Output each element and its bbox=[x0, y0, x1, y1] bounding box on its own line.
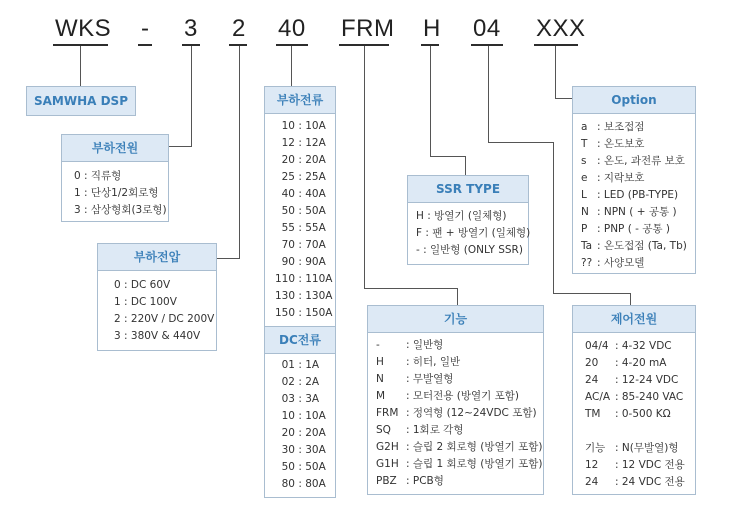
item-value: 1A bbox=[305, 359, 320, 371]
item-key: 20 bbox=[281, 154, 295, 166]
item-key: 90 bbox=[281, 256, 295, 268]
list-item bbox=[581, 136, 693, 153]
list-item bbox=[581, 255, 693, 272]
code-segment-function: FRM bbox=[341, 15, 395, 42]
list-item bbox=[265, 459, 335, 476]
item-value: : 4-32 VDC bbox=[615, 340, 672, 352]
function-box bbox=[367, 305, 544, 495]
item-value: 50A bbox=[305, 461, 326, 473]
connector-load-current bbox=[291, 46, 292, 86]
item-value: : N(무발열)형 bbox=[615, 442, 679, 454]
load-current-box bbox=[264, 86, 336, 498]
load-power-box bbox=[61, 134, 169, 222]
item-key: 01 bbox=[281, 359, 295, 371]
control-power-list bbox=[585, 338, 693, 491]
item-value: : PCB형 bbox=[406, 475, 444, 487]
item-value: : LED (PB-TYPE) bbox=[597, 189, 679, 201]
load-current-title: 부하전류 bbox=[265, 87, 335, 114]
list-item bbox=[265, 357, 335, 374]
item-key: Ta bbox=[581, 240, 593, 252]
dc-current-title: DC전류 bbox=[265, 326, 335, 354]
list-item: - : 일반형 (ONLY SSR) bbox=[416, 244, 523, 256]
code-segment-load-voltage: 2 bbox=[232, 15, 246, 42]
item-key: 80 bbox=[281, 478, 295, 490]
item-separator: : bbox=[295, 410, 306, 422]
list-item bbox=[376, 473, 541, 490]
connector-function-v2 bbox=[457, 288, 458, 305]
list-item bbox=[265, 442, 335, 459]
list-item bbox=[376, 405, 541, 422]
item-value: 25A bbox=[305, 171, 326, 183]
item-key: 50 bbox=[281, 461, 295, 473]
item-separator: : bbox=[295, 120, 306, 132]
item-separator: : bbox=[295, 222, 306, 234]
item-value: 20A bbox=[305, 154, 326, 166]
list-item bbox=[581, 204, 693, 221]
item-value: : 12 VDC 전용 bbox=[615, 459, 685, 471]
item-key: 10 bbox=[281, 120, 295, 132]
list-item bbox=[581, 119, 693, 136]
item-value: : 24 VDC 전용 bbox=[615, 476, 685, 488]
item-separator: : bbox=[295, 393, 306, 405]
item-separator: : bbox=[295, 205, 306, 217]
connector-function-h bbox=[364, 288, 458, 289]
list-item bbox=[265, 118, 335, 135]
list-item bbox=[585, 355, 693, 372]
item-value: : NPN ( + 공통 ) bbox=[597, 206, 677, 218]
item-key: T bbox=[581, 138, 588, 150]
item-value: : 85-240 VAC bbox=[615, 391, 684, 403]
list-item bbox=[585, 372, 693, 389]
item-key: 25 bbox=[281, 171, 295, 183]
list-item bbox=[581, 153, 693, 170]
item-value: : 4-20 mA bbox=[615, 357, 667, 369]
list-item: 3 : 삼상형회(3로형) bbox=[74, 204, 167, 216]
list-item bbox=[581, 187, 693, 204]
item-key: 24 bbox=[585, 374, 599, 386]
connector-load-voltage-v bbox=[239, 46, 240, 258]
item-key: SQ bbox=[376, 424, 391, 436]
list-item bbox=[585, 440, 693, 457]
item-key: 50 bbox=[281, 205, 295, 217]
list-item bbox=[376, 456, 541, 473]
item-value: : 모터전용 (방열기 포함) bbox=[406, 390, 520, 402]
item-key: e bbox=[581, 172, 588, 184]
connector-control-power-v2 bbox=[553, 142, 554, 293]
list-item bbox=[585, 457, 693, 474]
item-separator: : bbox=[295, 359, 306, 371]
list-item bbox=[581, 238, 693, 255]
code-segment-dash: - bbox=[141, 15, 150, 42]
list-item bbox=[585, 338, 693, 355]
item-value: : 12-24 VDC bbox=[615, 374, 679, 386]
item-key: 110 bbox=[274, 273, 295, 285]
item-key: P bbox=[581, 223, 588, 235]
item-key: PBZ bbox=[376, 475, 397, 487]
option-list bbox=[581, 119, 693, 272]
item-value: 2A bbox=[305, 376, 320, 388]
list-item: H : 방열기 (일체형) bbox=[416, 210, 507, 222]
item-key: 20 bbox=[585, 357, 599, 369]
item-key: 70 bbox=[281, 239, 295, 251]
list-item bbox=[376, 337, 541, 354]
item-value: 10A bbox=[305, 120, 326, 132]
item-value: 50A bbox=[305, 205, 326, 217]
underline-load-voltage bbox=[229, 44, 247, 46]
item-key: 04/4 bbox=[585, 340, 609, 352]
code-segment-load-current: 40 bbox=[278, 15, 306, 42]
connector-function-v1 bbox=[364, 46, 365, 288]
item-key: 30 bbox=[281, 444, 295, 456]
list-item bbox=[265, 305, 335, 322]
list-item bbox=[265, 152, 335, 169]
option-box bbox=[572, 86, 696, 274]
list-item bbox=[581, 221, 693, 238]
item-value: : PNP ( - 공통 ) bbox=[597, 223, 671, 235]
connector-ssr-type-h bbox=[430, 156, 466, 157]
code-segment-ssr-type: H bbox=[423, 15, 441, 42]
connector-load-power-h bbox=[168, 146, 192, 147]
list-item bbox=[585, 474, 693, 491]
load-voltage-title: 부하전압 bbox=[98, 244, 216, 271]
item-value: : 사양모델 bbox=[597, 257, 645, 269]
list-item: 0 : 직류형 bbox=[74, 170, 122, 182]
list-item bbox=[376, 354, 541, 371]
item-separator: : bbox=[295, 444, 306, 456]
list-item bbox=[265, 220, 335, 237]
item-separator: : bbox=[295, 461, 306, 473]
item-key: 20 bbox=[281, 427, 295, 439]
load-voltage-box bbox=[97, 243, 217, 351]
item-value: : 일반형 bbox=[406, 339, 444, 351]
item-key: s bbox=[581, 155, 587, 167]
item-value: 30A bbox=[305, 444, 326, 456]
item-value: : 온도접점 (Ta, Tb) bbox=[597, 240, 687, 252]
underline-control-power bbox=[471, 44, 503, 46]
item-value: 10A bbox=[305, 410, 326, 422]
connector-control-power-h2 bbox=[553, 293, 631, 294]
connector-option-h bbox=[555, 98, 573, 99]
item-value: : 슬립 2 회로형 (방열기 포함) bbox=[406, 441, 543, 453]
list-item bbox=[265, 374, 335, 391]
code-segment-control-power: 04 bbox=[473, 15, 501, 42]
item-separator: : bbox=[295, 137, 306, 149]
option-title: Option bbox=[573, 87, 695, 114]
list-item bbox=[265, 203, 335, 220]
item-key: L bbox=[581, 189, 587, 201]
item-value: 150A bbox=[305, 307, 333, 319]
item-value: 12A bbox=[305, 137, 326, 149]
item-key: 130 bbox=[274, 290, 295, 302]
item-key: 55 bbox=[281, 222, 295, 234]
item-key: N bbox=[376, 373, 384, 385]
code-segment-load-power: 3 bbox=[184, 15, 198, 42]
connector-control-power-h bbox=[488, 142, 554, 143]
connector-ssr-type-v1 bbox=[430, 46, 431, 156]
list-item bbox=[585, 423, 693, 440]
item-key: N bbox=[581, 206, 589, 218]
list-item bbox=[265, 408, 335, 425]
item-key: 150 bbox=[274, 307, 295, 319]
item-separator: : bbox=[295, 427, 306, 439]
ssr-type-box bbox=[407, 175, 529, 265]
load-power-title: 부하전원 bbox=[62, 135, 168, 162]
item-separator: : bbox=[295, 290, 306, 302]
list-item bbox=[376, 439, 541, 456]
list-item: 0 : DC 60V bbox=[114, 279, 171, 291]
item-key: M bbox=[376, 390, 386, 402]
list-item bbox=[376, 371, 541, 388]
item-value: : 지락보호 bbox=[597, 172, 645, 184]
item-key: a bbox=[581, 121, 588, 133]
list-item: 1 : DC 100V bbox=[114, 296, 177, 308]
item-key: 10 bbox=[281, 410, 295, 422]
list-item bbox=[265, 237, 335, 254]
item-value: : 보조접점 bbox=[597, 121, 645, 133]
connector-control-power-v1 bbox=[488, 46, 489, 142]
item-separator: : bbox=[295, 154, 306, 166]
load-power-list bbox=[74, 168, 166, 219]
item-value: : 1회로 각형 bbox=[406, 424, 464, 436]
list-item bbox=[265, 254, 335, 271]
list-item bbox=[265, 186, 335, 203]
item-value: : 무발열형 bbox=[406, 373, 454, 385]
ssr-type-list bbox=[416, 208, 531, 259]
dc-current-list bbox=[265, 357, 335, 493]
connector-option-v bbox=[555, 46, 556, 99]
list-item: 2 : 220V / DC 200V bbox=[114, 313, 215, 325]
control-power-box bbox=[572, 305, 696, 495]
item-key: ?? bbox=[581, 257, 593, 269]
list-item bbox=[265, 169, 335, 186]
item-key: - bbox=[376, 339, 380, 351]
item-value: 130A bbox=[305, 290, 333, 302]
item-key: 24 bbox=[585, 476, 599, 488]
item-value: 80A bbox=[305, 478, 326, 490]
function-list bbox=[376, 337, 541, 490]
item-separator: : bbox=[295, 171, 306, 183]
item-separator: : bbox=[295, 376, 306, 388]
item-key: 기능 bbox=[585, 442, 606, 454]
list-item: 1 : 단상1/2회로형 bbox=[74, 187, 159, 199]
list-item: F : 팬 + 방열기 (일체형) bbox=[416, 227, 531, 239]
item-value: : 온도, 과전류 보호 bbox=[597, 155, 685, 167]
item-value: 110A bbox=[305, 273, 333, 285]
load-voltage-list bbox=[114, 277, 214, 345]
item-key: TM bbox=[585, 408, 601, 420]
underline-dash bbox=[138, 44, 152, 46]
item-key: 12 bbox=[281, 137, 295, 149]
item-key: H bbox=[376, 356, 384, 368]
load-current-list bbox=[265, 118, 335, 322]
connector-load-voltage-h bbox=[215, 258, 240, 259]
item-key: 12 bbox=[585, 459, 599, 471]
control-power-title: 제어전원 bbox=[573, 306, 695, 333]
underline-option bbox=[534, 44, 578, 46]
connector-control-power-v3 bbox=[630, 293, 631, 305]
list-item: 3 : 380V & 440V bbox=[114, 330, 201, 342]
item-key: FRM bbox=[376, 407, 399, 419]
list-item bbox=[376, 422, 541, 439]
list-item bbox=[585, 406, 693, 423]
item-separator: : bbox=[295, 307, 306, 319]
item-key: G2H bbox=[376, 441, 399, 453]
underline-load-current bbox=[276, 44, 308, 46]
item-value: 40A bbox=[305, 188, 326, 200]
list-item bbox=[265, 391, 335, 408]
item-separator: : bbox=[295, 273, 306, 285]
ssr-type-title: SSR TYPE bbox=[408, 176, 528, 203]
item-value: 3A bbox=[305, 393, 320, 405]
item-separator: : bbox=[295, 256, 306, 268]
code-segment-wks: WKS bbox=[55, 15, 112, 42]
list-item bbox=[265, 425, 335, 442]
item-separator: : bbox=[295, 478, 306, 490]
list-item bbox=[265, 135, 335, 152]
item-key: AC/A bbox=[585, 391, 611, 403]
item-key: 02 bbox=[281, 376, 295, 388]
item-key: 03 bbox=[281, 393, 295, 405]
item-value: 55A bbox=[305, 222, 326, 234]
function-title: 기능 bbox=[368, 306, 543, 333]
item-value: 70A bbox=[305, 239, 326, 251]
item-separator: : bbox=[295, 239, 306, 251]
list-item bbox=[581, 170, 693, 187]
connector-load-power-v bbox=[191, 46, 192, 146]
code-segment-option: XXX bbox=[536, 15, 586, 42]
item-value: 20A bbox=[305, 427, 326, 439]
item-value: : 0-500 KΩ bbox=[615, 408, 671, 420]
list-item bbox=[265, 288, 335, 305]
connector-ssr-type-v2 bbox=[465, 156, 466, 175]
item-key: G1H bbox=[376, 458, 399, 470]
item-key: 40 bbox=[281, 188, 295, 200]
item-value: : 히터, 일반 bbox=[406, 356, 461, 368]
list-item bbox=[265, 271, 335, 288]
list-item bbox=[265, 476, 335, 493]
item-value: : 정역형 (12~24VDC 포함) bbox=[406, 407, 537, 419]
item-separator: : bbox=[295, 188, 306, 200]
list-item bbox=[376, 388, 541, 405]
item-value: 90A bbox=[305, 256, 326, 268]
list-item bbox=[585, 389, 693, 406]
brand-label: SAMWHA DSP bbox=[26, 86, 136, 116]
item-value: : 슬립 1 회로형 (방열기 포함) bbox=[406, 458, 543, 470]
connector-brand bbox=[80, 46, 81, 88]
item-value: : 온도보호 bbox=[597, 138, 645, 150]
